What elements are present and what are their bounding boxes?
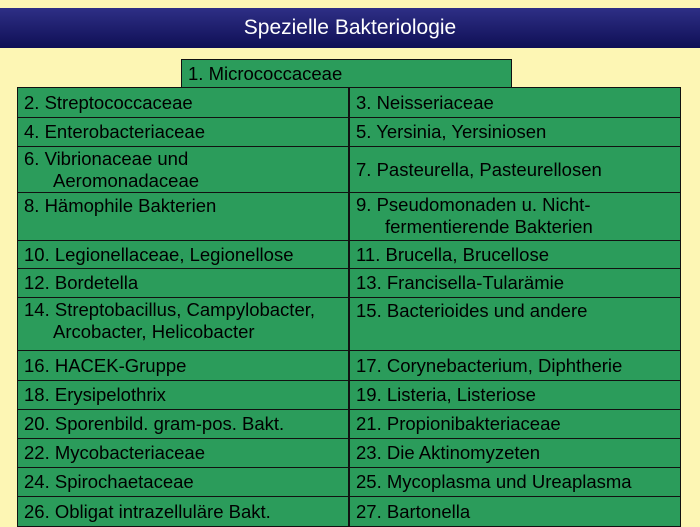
table-cell-right bbox=[349, 268, 681, 298]
cell-text: 1. Micrococcaceae bbox=[188, 62, 343, 84]
cell-text: 12. Bordetella bbox=[24, 272, 139, 293]
cell-text: 10. Legionellaceae, Legionellose bbox=[24, 243, 294, 265]
cell-text: 9. Pseudomonaden u. Nicht- bbox=[356, 194, 591, 215]
cell-text: 27. Bartonella bbox=[356, 500, 471, 522]
cell-text: 25. Mycoplasma und Ureaplasma bbox=[356, 471, 632, 492]
table-cell-left bbox=[17, 380, 349, 410]
cell-text: Aeromonadaceae bbox=[53, 170, 200, 191]
table-cell-top bbox=[181, 59, 512, 88]
table-cell-left bbox=[17, 268, 349, 298]
cell-text: Arcobacter, Helicobacter bbox=[53, 321, 255, 342]
cell-text: 22. Mycobacteriaceae bbox=[24, 442, 205, 463]
table-cell-left bbox=[17, 409, 349, 439]
table-cell-left bbox=[17, 87, 349, 118]
cell-text: 16. HACEK-Gruppe bbox=[24, 354, 187, 376]
table-cell-right bbox=[349, 409, 681, 439]
table-cell-right bbox=[349, 117, 681, 147]
cell-text: 17. Corynebacterium, Diphtherie bbox=[356, 354, 623, 376]
cell-text: 19. Listeria, Listeriose bbox=[356, 384, 536, 405]
slide-title-bar bbox=[0, 8, 700, 48]
cell-text: 18. Erysipelothrix bbox=[24, 384, 166, 405]
table-cell-left bbox=[17, 192, 349, 241]
cell-text: 21. Propionibakteriaceae bbox=[356, 413, 561, 434]
cell-text: 8. Hämophile Bakterien bbox=[24, 195, 217, 216]
table-cell-left bbox=[17, 240, 349, 269]
cell-text: 5. Yersinia, Yersiniosen bbox=[356, 121, 547, 142]
table-cell-left bbox=[17, 117, 349, 147]
slide-title: Spezielle Bakteriologie bbox=[243, 16, 457, 39]
table-cell-left bbox=[17, 467, 349, 497]
cell-text: 3. Neisseriaceae bbox=[356, 91, 494, 113]
table-cell-right bbox=[349, 350, 681, 381]
cell-text: 15. Bacterioides und andere bbox=[356, 300, 588, 321]
table-cell-left bbox=[17, 350, 349, 381]
cell-text: 7. Pasteurella, Pasteurellosen bbox=[356, 158, 602, 180]
cell-text: 6. Vibrionaceae und bbox=[24, 148, 189, 169]
table-cell-left bbox=[17, 496, 349, 527]
cell-text: 2. Streptococcaceae bbox=[24, 91, 193, 113]
cell-text: 24. Spirochaetaceae bbox=[24, 471, 194, 492]
cell-text: 14. Streptobacillus, Campylobacter, bbox=[24, 299, 316, 320]
cell-text: 26. Obligat intrazelluläre Bakt. bbox=[24, 500, 271, 522]
cell-text: 13. Francisella-Tularämie bbox=[356, 272, 565, 293]
table-cell-left bbox=[17, 297, 349, 351]
cell-text: 11. Brucella, Brucellose bbox=[356, 243, 549, 265]
table-cell-right bbox=[349, 438, 681, 468]
cell-text: 4. Enterobacteriaceae bbox=[24, 121, 206, 142]
cell-text: 23. Die Aktinomyzeten bbox=[356, 442, 541, 463]
table-cell-left bbox=[17, 146, 349, 193]
table-cell-left bbox=[17, 438, 349, 468]
table-cell-right bbox=[349, 146, 681, 193]
table-cell-right bbox=[349, 467, 681, 497]
table-cell-right bbox=[349, 297, 681, 351]
cell-text: fermentierende Bakterien bbox=[385, 216, 593, 237]
table-cell-right bbox=[349, 87, 681, 118]
table-cell-right bbox=[349, 192, 681, 241]
table-cell-right bbox=[349, 380, 681, 410]
table-cell-right bbox=[349, 496, 681, 527]
cell-text: 20. Sporenbild. gram-pos. Bakt. bbox=[24, 413, 285, 434]
table-cell-right bbox=[349, 240, 681, 269]
